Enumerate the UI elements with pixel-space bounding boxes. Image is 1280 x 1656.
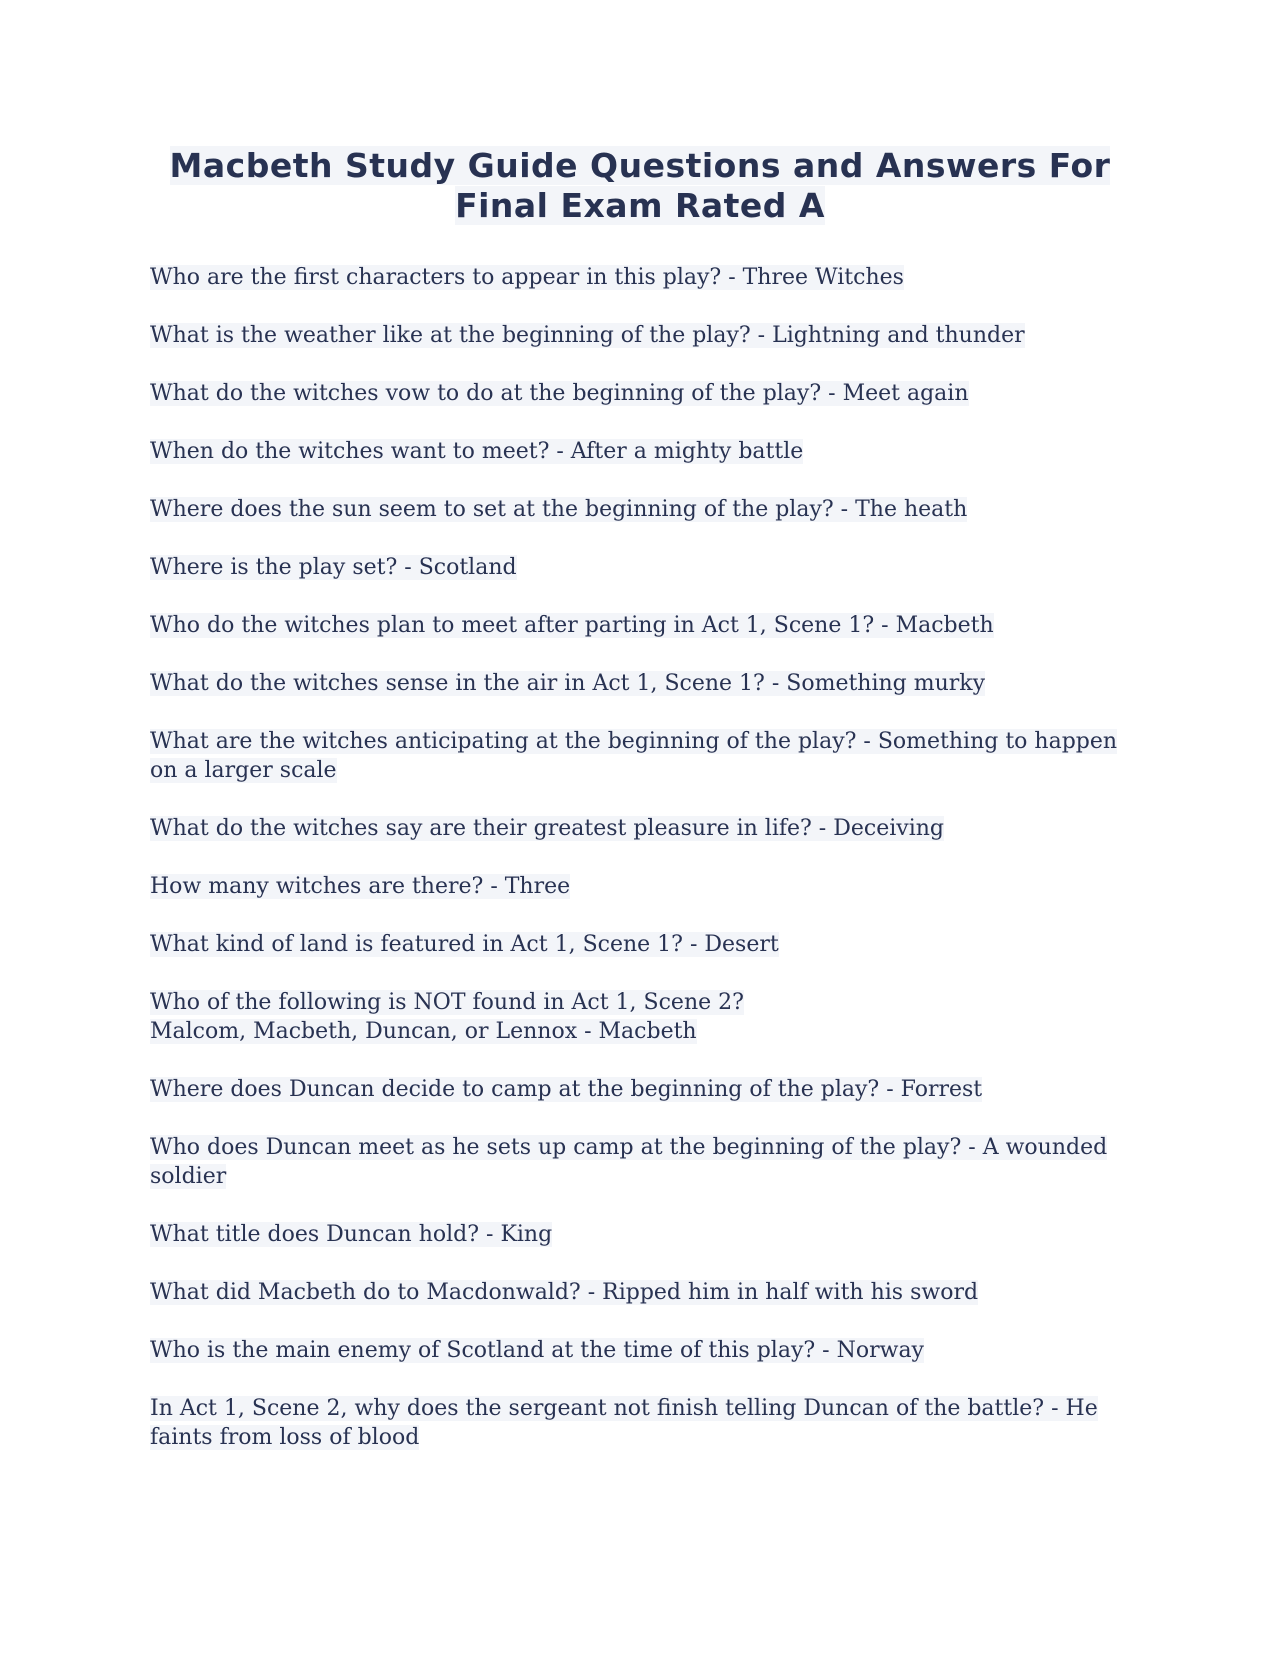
qa-item	[150, 495, 1120, 524]
qa-text: What do the witches sense in the air in Act 1, Scene 1? - Something murky	[150, 671, 986, 696]
qa-item	[150, 1133, 1120, 1191]
qa-item	[150, 611, 1120, 640]
qa-item	[150, 1220, 1120, 1249]
qa-text: Where is the play set? - Scotland	[150, 555, 517, 580]
qa-text: What are the witches anticipating at the beginning of the play? - Something to happen on a larger scale	[150, 729, 1118, 783]
qa-text: Who of the following is NOT found in Act 1, Scene 2?	[150, 990, 744, 1015]
qa-item	[150, 1278, 1120, 1307]
qa-item	[150, 437, 1120, 466]
qa-item	[150, 930, 1120, 959]
qa-text: What kind of land is featured in Act 1, Scene 1? - Desert	[150, 932, 779, 957]
qa-item	[150, 1394, 1120, 1452]
qa-text: Where does Duncan decide to camp at the beginning of the play? - Forrest	[150, 1077, 983, 1102]
qa-item	[150, 988, 1120, 1046]
qa-text: Who are the first characters to appear in this play? - Three Witches	[150, 265, 904, 290]
qa-text: When do the witches want to meet? - After a mighty battle	[150, 439, 804, 464]
qa-text: Who is the main enemy of Scotland at the time of this play? - Norway	[150, 1338, 924, 1363]
document-title	[150, 146, 1130, 226]
qa-item	[150, 814, 1120, 843]
qa-item	[150, 263, 1120, 292]
qa-item	[150, 669, 1120, 698]
qa-text: Who do the witches plan to meet after parting in Act 1, Scene 1? - Macbeth	[150, 613, 994, 638]
qa-text: In Act 1, Scene 2, why does the sergeant not finish telling Duncan of the battle? - He faints from loss of blood	[150, 1396, 1098, 1450]
qa-text: Where does the sun seem to set at the beginning of the play? - The heath	[150, 497, 968, 522]
qa-text: What is the weather like at the beginning of the play? - Lightning and thunder	[150, 323, 1025, 348]
qa-text: What did Macbeth do to Macdonwald? - Ripped him in half with his sword	[150, 1280, 979, 1305]
qa-item	[150, 1075, 1120, 1104]
qa-text-continued: Malcom, Macbeth, Duncan, or Lennox - Macbeth	[150, 1019, 697, 1044]
title-line-2: Final Exam Rated A	[455, 186, 825, 225]
qa-item	[150, 727, 1120, 785]
qa-item	[150, 553, 1120, 582]
qa-text: What do the witches vow to do at the beginning of the play? - Meet again	[150, 381, 969, 406]
qa-item	[150, 321, 1120, 350]
qa-text: How many witches are there? - Three	[150, 874, 571, 899]
qa-item	[150, 1336, 1120, 1365]
qa-list	[150, 263, 1120, 1481]
title-line-1: Macbeth Study Guide Questions and Answers For	[169, 146, 1111, 185]
qa-item	[150, 872, 1120, 901]
qa-text: What title does Duncan hold? - King	[150, 1222, 553, 1247]
qa-text: Who does Duncan meet as he sets up camp at the beginning of the play? - A wounded soldier	[150, 1135, 1108, 1189]
qa-item	[150, 379, 1120, 408]
qa-text: What do the witches say are their greatest pleasure in life? - Deceiving	[150, 816, 944, 841]
